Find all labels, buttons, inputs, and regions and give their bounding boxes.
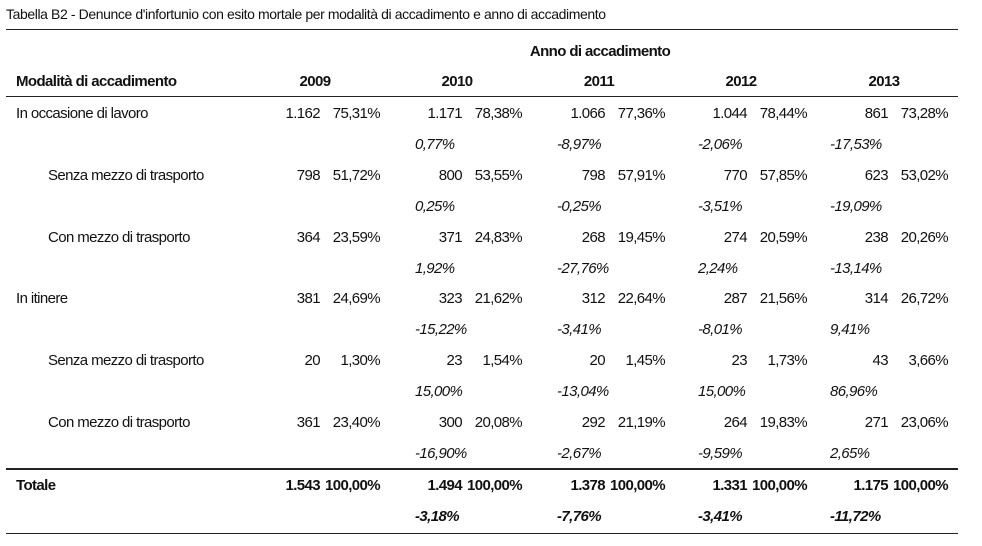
row-label: Senza mezzo di trasporto — [48, 167, 204, 184]
count-cell: 1.543 — [285, 477, 320, 494]
change-cell: -2,67% — [557, 445, 601, 462]
percent-cell: 77,36% — [617, 105, 665, 122]
change-cell: -7,76% — [557, 508, 601, 525]
percent-cell: 19,83% — [759, 414, 807, 431]
count-cell: 861 — [864, 105, 888, 122]
change-cell: 1,92% — [415, 260, 455, 277]
change-cell: -9,59% — [698, 445, 742, 462]
count-cell: 271 — [864, 414, 888, 431]
percent-cell: 19,45% — [617, 229, 665, 246]
percent-cell: 24,69% — [332, 290, 380, 307]
count-cell: 1.331 — [712, 477, 747, 494]
count-cell: 274 — [723, 229, 747, 246]
year-header: 2009 — [299, 73, 331, 90]
change-cell: -3,18% — [415, 508, 459, 525]
percent-cell: 21,62% — [474, 290, 522, 307]
change-cell: -15,22% — [415, 321, 467, 338]
percent-cell: 75,31% — [332, 105, 380, 122]
count-cell: 1.175 — [853, 477, 888, 494]
row-label: In itinere — [16, 290, 68, 307]
top-rule — [6, 29, 958, 30]
percent-cell: 1,45% — [625, 352, 665, 369]
percent-cell: 78,44% — [759, 105, 807, 122]
percent-cell: 26,72% — [900, 290, 948, 307]
change-cell: -8,97% — [557, 136, 601, 153]
percent-cell: 22,64% — [617, 290, 665, 307]
count-cell: 287 — [723, 290, 747, 307]
count-cell: 798 — [581, 167, 605, 184]
count-cell: 314 — [864, 290, 888, 307]
percent-cell: 53,02% — [900, 167, 948, 184]
percent-cell: 100,00% — [751, 477, 807, 494]
count-cell: 312 — [581, 290, 605, 307]
percent-cell: 57,85% — [759, 167, 807, 184]
count-cell: 623 — [864, 167, 888, 184]
percent-cell: 51,72% — [332, 167, 380, 184]
count-cell: 798 — [296, 167, 320, 184]
count-cell: 23 — [731, 352, 747, 369]
count-cell: 371 — [438, 229, 462, 246]
percent-cell: 100,00% — [892, 477, 948, 494]
count-cell: 361 — [296, 414, 320, 431]
percent-cell: 20,08% — [474, 414, 522, 431]
change-cell: -13,14% — [830, 260, 882, 277]
count-cell: 323 — [438, 290, 462, 307]
change-cell: 15,00% — [415, 383, 463, 400]
count-cell: 770 — [723, 167, 747, 184]
header-rule — [6, 96, 958, 97]
change-cell: -3,41% — [698, 508, 742, 525]
count-cell: 800 — [438, 167, 462, 184]
count-cell: 43 — [872, 352, 888, 369]
change-cell: -13,04% — [557, 383, 609, 400]
count-cell: 1.494 — [427, 477, 462, 494]
total-rule — [6, 468, 958, 470]
count-cell: 1.066 — [570, 105, 605, 122]
percent-cell: 20,26% — [900, 229, 948, 246]
percent-cell: 1,54% — [482, 352, 522, 369]
count-cell: 20 — [589, 352, 605, 369]
change-cell: -19,09% — [830, 198, 882, 215]
bottom-rule — [6, 533, 958, 534]
count-cell: 1.378 — [570, 477, 605, 494]
percent-cell: 23,06% — [900, 414, 948, 431]
percent-cell: 100,00% — [324, 477, 380, 494]
percent-cell: 20,59% — [759, 229, 807, 246]
row-label: Totale — [16, 477, 56, 494]
change-cell: 2,24% — [698, 260, 738, 277]
count-cell: 264 — [723, 414, 747, 431]
count-cell: 20 — [304, 352, 320, 369]
count-cell: 364 — [296, 229, 320, 246]
header-row-label: Modalità di accadimento — [16, 73, 177, 90]
change-cell: -8,01% — [698, 321, 742, 338]
change-cell: -0,25% — [557, 198, 601, 215]
count-cell: 268 — [581, 229, 605, 246]
count-cell: 1.044 — [712, 105, 747, 122]
change-cell: 0,25% — [415, 198, 455, 215]
count-cell: 23 — [446, 352, 462, 369]
percent-cell: 1,73% — [767, 352, 807, 369]
percent-cell: 1,30% — [340, 352, 380, 369]
change-cell: 15,00% — [698, 383, 746, 400]
year-header: 2010 — [441, 73, 473, 90]
count-cell: 238 — [864, 229, 888, 246]
row-label: Con mezzo di trasporto — [48, 229, 190, 246]
change-cell: -27,76% — [557, 260, 609, 277]
count-cell: 300 — [438, 414, 462, 431]
percent-cell: 23,40% — [332, 414, 380, 431]
percent-cell: 21,56% — [759, 290, 807, 307]
percent-cell: 100,00% — [466, 477, 522, 494]
percent-cell: 23,59% — [332, 229, 380, 246]
change-cell: -2,06% — [698, 136, 742, 153]
change-cell: -3,51% — [698, 198, 742, 215]
year-header: 2011 — [583, 73, 615, 90]
year-header: 2012 — [725, 73, 757, 90]
count-cell: 292 — [581, 414, 605, 431]
change-cell: 0,77% — [415, 136, 455, 153]
percent-cell: 73,28% — [900, 105, 948, 122]
percent-cell: 100,00% — [609, 477, 665, 494]
change-cell: -3,41% — [557, 321, 601, 338]
change-cell: -17,53% — [830, 136, 882, 153]
count-cell: 1.171 — [427, 105, 462, 122]
percent-cell: 78,38% — [474, 105, 522, 122]
change-cell: 9,41% — [830, 321, 870, 338]
header-group-label: Anno di accadimento — [529, 43, 671, 60]
percent-cell: 21,19% — [617, 414, 665, 431]
row-label: In occasione di lavoro — [16, 105, 148, 122]
percent-cell: 3,66% — [908, 352, 948, 369]
change-cell: -16,90% — [415, 445, 467, 462]
count-cell: 1.162 — [285, 105, 320, 122]
count-cell: 381 — [296, 290, 320, 307]
row-label: Senza mezzo di trasporto — [48, 352, 204, 369]
row-label: Con mezzo di trasporto — [48, 414, 190, 431]
change-cell: 2,65% — [830, 445, 870, 462]
percent-cell: 53,55% — [474, 167, 522, 184]
percent-cell: 57,91% — [617, 167, 665, 184]
change-cell: 86,96% — [830, 383, 878, 400]
year-header: 2013 — [868, 73, 900, 90]
table-title: Tabella B2 - Denunce d'infortunio con esito mortale per modalità di accadimento e anno di accadimento — [6, 6, 606, 22]
percent-cell: 24,83% — [474, 229, 522, 246]
change-cell: -11,72% — [830, 508, 881, 525]
